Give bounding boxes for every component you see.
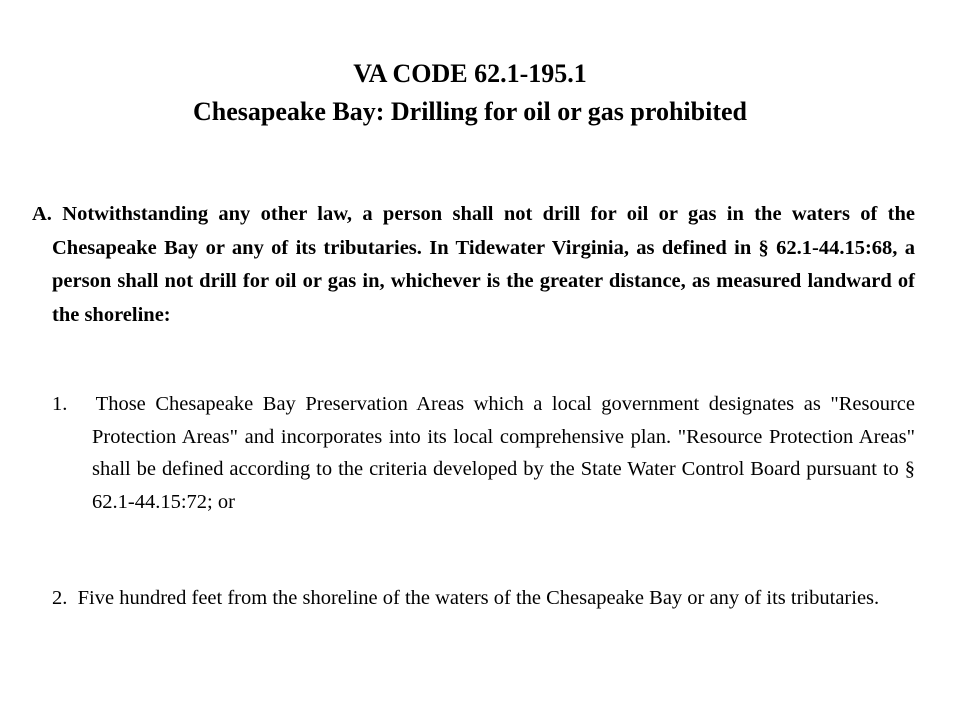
list-item-2 [52, 582, 915, 615]
section-heading: Chesapeake Bay: Drilling for oil or gas prohibited [193, 97, 747, 126]
page-title [0, 55, 940, 131]
list-item-number: 1. [52, 393, 68, 415]
list-item-number: 2. [52, 587, 68, 609]
code-citation-title: VA CODE 62.1-195.1 [353, 59, 587, 88]
list-item-text: Five hundred feet from the shoreline of the waters of the Chesapeake Bay or any of its tributaries. [77, 587, 880, 609]
list-item-text: Those Chesapeake Bay Preservation Areas which a local government designates as "Resource Protection Areas" and incorporates into its local comprehensive plan. "Resource Protection Areas" shall be defined according to the criteria developed by the State Water Control Board pursuant to § 62.1-44.15:72; or [92, 393, 915, 513]
section-a-paragraph: A. Notwithstanding any other law, a person shall not drill for oil or gas in the waters of the Chesapeake Bay or any of its tributaries. In Tidewater Virginia, as defined in § 62.1-44.15:68, a person shall not drill for oil or gas in, whichever is the greater distance, as measured landward of the shoreline: [32, 203, 915, 326]
list-item-1 [52, 388, 915, 518]
